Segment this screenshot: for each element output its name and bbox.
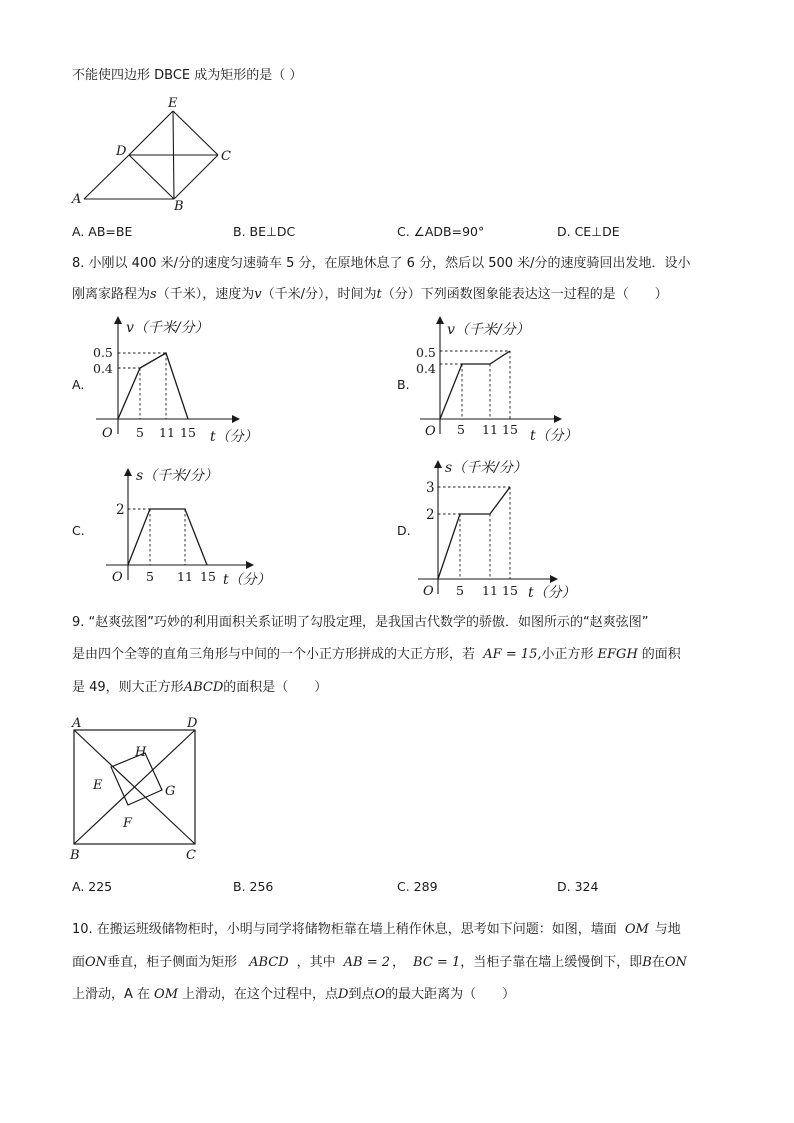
q7-segment-db [129,155,174,199]
q8-var-v: v [254,287,262,302]
q8-graph-d-y-arrow [434,460,442,468]
q9-square-efgh [111,753,162,805]
q8-graph-b-xtick-15: 15 [502,422,518,437]
q10-line2-part6: 在 [651,955,665,970]
q7-stem: 不能使四边形 DBCE 成为矩形的是（ ） [72,68,303,83]
q8-graph-a-xtick-11: 11 [159,425,175,440]
q8-graph-a-x-label: t（分） [210,429,258,445]
q8-graph-d-y-label: s（千米/分） [445,460,527,476]
q8-graph-d-ytick-2: 2 [426,507,435,523]
q9-line1: 9. “赵爽弦图”巧妙的利用面积关系证明了勾股定理，是我国古代数学的骄傲．如图所示的“赵爽弦图” [72,615,649,630]
q7-segment-cb [174,155,218,199]
q10-line1-part1: 10. 在搬运班级储物柜时，小明与同学将储物柜靠在墙上稍作休息，思考如下问题：如图，墙面 [72,922,617,937]
q8-line2-part2: （千米），速度为 [156,287,255,302]
q10-line2 [72,954,687,972]
q8-line2-part1: 刚离家路程为 [72,287,151,302]
q8-graph-d-curve [438,487,510,579]
q9-line3 [72,679,327,697]
q8-graph-a-xtick-5: 5 [136,425,144,440]
q9-label-h: H [135,745,147,760]
q8-graph-a-x-arrow [232,415,240,423]
q8-graph-c-y-arrow [124,468,132,476]
q8-line2-part3: （千米/分），时间为 [261,287,377,302]
q7-label-c: C [221,149,231,164]
q8-graph-b-y-label: v（千米/分） [447,322,530,338]
q8-graph-c-origin: O [112,570,123,585]
q10-line3-part3: 到点 [348,987,375,1002]
q9-label-g: G [165,784,176,799]
q9-line2-part2: 小正方形 [541,647,594,662]
q10-formula-ab: AB = 2 [343,955,391,970]
q8-graph-d-origin: O [423,584,434,599]
q10-line2-part2: 垂直，柜子侧面为矩形 [107,955,238,970]
q9-line2-part3: 的面积 [641,647,681,662]
q9-var-abcd: ABCD [183,680,224,695]
q10-line3 [72,986,515,1004]
q10-line2-part1: 面 [72,955,86,970]
q9-label-e: E [93,778,103,793]
q8-graph-b-xtick-5: 5 [457,422,465,437]
q8-graph-b-origin: O [425,424,436,439]
q8-var-t: t [376,287,382,302]
q8-graph-c-x-label: t（分） [223,572,271,588]
q8-graph-a-y-label: v（千米/分） [126,320,209,336]
q7-label-b: B [174,199,184,214]
q8-graph-d-xtick-11: 11 [482,583,498,598]
q10-var-om: OM [624,922,649,937]
q9-line2 [72,646,681,664]
q7-segment-eb [173,111,174,199]
q8-graph-b-ytick-05: 0.5 [416,345,436,360]
q9-label-f: F [123,816,133,831]
q8-graph-c-xtick-5: 5 [146,569,154,584]
q9-label-a: A [72,716,82,731]
q8-graph-b-x-label: t（分） [530,428,578,444]
q10-var-on: ON [85,955,108,970]
q10-var-b: B [642,955,652,970]
q9-label-c: C [186,848,196,863]
q8-graph-d-option: D. [397,523,411,538]
q10-var-on2: ON [664,955,687,970]
q9-square-abcd [74,730,195,844]
q9-line3-part1: 是 49，则大正方形 [72,680,184,695]
q8-graph-a-origin: O [102,426,113,441]
q10-line3-part2: 上滑动，在这个过程中，点 [182,987,339,1002]
q8-graph-c-y-label: s（千米/分） [136,468,218,484]
q8-line2 [72,286,668,304]
q8-graph-c-ytick-2: 2 [116,502,125,518]
q8-graph-a-ytick-05: 0.5 [93,345,113,360]
q8-graph-b-ytick-04: 0.4 [416,361,436,376]
q9-line3-part2: 的面积是（ ） [223,680,328,695]
q8-graph-c-xtick-11: 11 [177,569,193,584]
q10-line2-part5: ，当柜子靠在墙上缓慢倒下，即 [460,955,643,970]
q8-graph-a-xtick-15: 15 [180,425,196,440]
q8-graph-b-curve [440,351,510,419]
q10-line2-part4: ， [392,955,406,970]
q7-label-e: E [168,96,178,111]
q8-graph-d-x-label: t（分） [528,585,576,601]
q7-option-c: C. ∠ADB=90° [397,224,485,239]
q7-option-a: A. AB=BE [72,224,133,239]
q9-label-b: B [70,848,80,863]
q8-graph-d-ytick-3: 3 [426,480,435,496]
q10-var-o: O [374,987,386,1002]
q8-graph-b-x-arrow [554,415,562,423]
q9-label-d: D [187,716,198,731]
q8-graph-b-xtick-11: 11 [482,422,498,437]
q7-segment-ec [173,111,218,155]
q7-option-b: B. BE⊥DC [233,224,296,239]
q8-graph-d-xtick-15: 15 [502,583,518,598]
q8-graph-c-option: C. [72,523,85,538]
q10-var-om2: OM [154,987,178,1002]
q10-line3-part4: 的最大距离为（ ） [385,987,516,1002]
q8-graph-c-xtick-15: 15 [200,569,216,584]
q8-line1: 8. 小刚以 400 米/分的速度匀速骑车 5 分，在原地休息了 6 分，然后以 500 米/分的速度骑回出发地．设小 [72,256,691,271]
q10-formula-bc: BC = 1 [413,955,461,970]
q8-graph-a-curve [118,353,188,419]
q8-line2-part4: （分）下列函数图象能表达这一过程的是（ ） [381,287,668,302]
q7-label-d: D [116,144,127,159]
q8-graph-b-y-arrow [436,316,444,324]
q7-segment-ad [84,155,129,199]
q8-graph-d-xtick-5: 5 [456,583,464,598]
q7-label-a: A [72,192,82,207]
q8-var-s: s [150,287,157,302]
q8-graph-c-curve [128,509,207,565]
q7-segment-de [129,111,173,155]
q9-line2-part1: 是由四个全等的直角三角形与中间的一个小正方形拼成的大正方形，若 [72,647,476,662]
q9-option-a: A. 225 [72,879,113,894]
q7-option-d: D. CE⊥DE [557,224,620,239]
q9-var-efgh: EFGH [597,647,638,662]
q9-segment-b-h [74,730,195,844]
q10-line3-part1: 上滑动，A 在 [72,987,151,1002]
q8-graph-b-option: B. [397,377,410,392]
q9-option-b: B. 256 [233,879,274,894]
q8-graph-c-x-arrow [246,561,254,569]
q8-graph-d-x-arrow [550,575,558,583]
q10-line1-part2: 与地 [654,922,681,937]
q9-option-c: C. 289 [397,879,438,894]
q9-segment-a-g [74,730,195,844]
q10-line1 [72,921,681,939]
q10-var-d: D [338,987,349,1002]
q10-var-abcd: ABCD [249,955,289,970]
q9-option-d: D. 324 [557,879,599,894]
q10-line2-part3: ，其中 [296,955,336,970]
q9-formula-af: AF = 15, [483,647,542,662]
q8-graph-a-y-arrow [114,316,122,324]
q8-graph-a-ytick-04: 0.4 [93,361,113,376]
q8-graph-a-option: A. [72,377,85,392]
